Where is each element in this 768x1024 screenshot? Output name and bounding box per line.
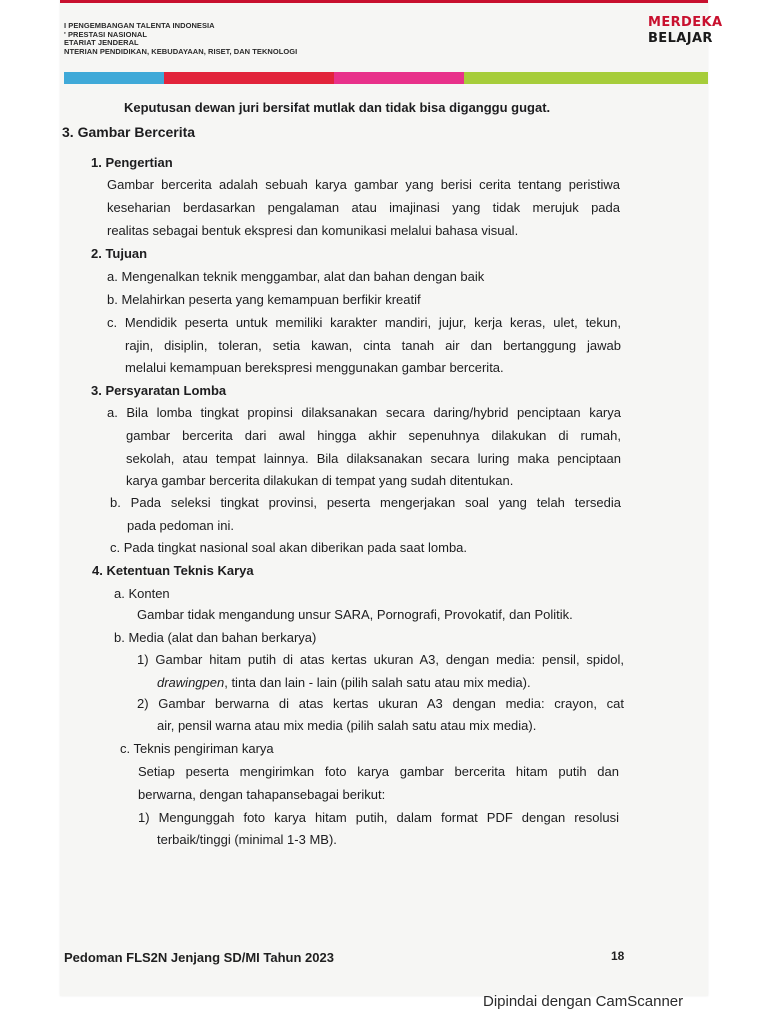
- logo-line1: MERDEKA: [648, 15, 723, 30]
- list-item-continuation: gambar bercerita dari awal hingga akhir sepenuhnya dilakukan di rumah,: [126, 428, 621, 443]
- list-item-continuation: karya gambar bercerita dilakukan di tempat yang sudah ditentukan.: [126, 473, 514, 488]
- paragraph-line: Gambar bercerita adalah sebuah karya gambar yang berisi cerita tentang peristiwa: [107, 177, 620, 192]
- numbered-item: 1) Gambar hitam putih di atas kertas ukuran A3, dengan media: pensil, spidol,: [137, 652, 624, 667]
- page-number: 18: [611, 949, 625, 963]
- section-title: 3. Gambar Bercerita: [62, 124, 196, 140]
- numbered-item-continuation: terbaik/tinggi (minimal 1-3 MB).: [157, 832, 337, 847]
- list-item-continuation: rajin, disiplin, toleran, setia kawan, cinta tanah air dan bertanggung jawab: [125, 338, 621, 353]
- text-run: , tinta dan lain - lain (pilih salah satu atau mix media).: [224, 675, 531, 690]
- org-line: ' PRESTASI NASIONAL: [64, 29, 148, 39]
- paragraph-line: keseharian berdasarkan pengalaman atau imajinasi yang tidak merujuk pada: [107, 200, 620, 215]
- sub-item-title: b. Media (alat dan bahan berkarya): [114, 630, 317, 645]
- camscanner-watermark: Dipindai dengan CamScanner: [483, 993, 684, 1010]
- sub-item-title: a. Konten: [114, 586, 170, 601]
- org-line: NTERIAN PENDIDIKAN, KEBUDAYAAN, RISET, DAN TEKNOLOGI: [64, 46, 298, 56]
- numbered-item: 1) Mengunggah foto karya hitam putih, dalam format PDF dengan resolusi: [138, 810, 619, 825]
- org-line: ETARIAT JENDERAL: [64, 38, 139, 48]
- footer-title: Pedoman FLS2N Jenjang SD/MI Tahun 2023: [64, 950, 334, 965]
- list-item: b. Pada seleksi tingkat provinsi, peserta mengerjakan soal yang telah tersedia: [110, 495, 621, 510]
- paragraph-line: berwarna, dengan tahapansebagai berikut:: [138, 787, 386, 802]
- sub-item-title: c. Teknis pengiriman karya: [120, 741, 274, 756]
- subsection-title: 1. Pengertian: [91, 155, 173, 170]
- subsection-title: 2. Tujuan: [91, 246, 148, 261]
- italic-term: drawingpen: [157, 675, 225, 690]
- org-line: I PENGEMBANGAN TALENTA INDONESIA: [64, 21, 215, 30]
- list-item-continuation: pada pedoman ini.: [127, 518, 234, 533]
- numbered-item: 2) Gambar berwarna di atas kertas ukuran A3 dengan media: crayon, cat: [137, 696, 624, 711]
- list-item-continuation: melalui kemampuan berekspresi menggunakan gambar bercerita.: [125, 360, 504, 375]
- list-item-continuation: sekolah, atau tempat lainnya. Bila dilaksanakan secara luring maka penciptaan: [126, 451, 621, 466]
- list-item: c. Mendidik peserta untuk memiliki karakter mandiri, jujur, kerja keras, ulet, tekun,: [107, 315, 621, 330]
- verdict-statement: Keputusan dewan juri bersifat mutlak dan tidak bisa diganggu gugat.: [124, 100, 551, 115]
- list-item: a. Bila lomba tingkat propinsi dilaksanakan secara daring/hybrid penciptaan karya: [107, 405, 621, 420]
- list-item: b. Melahirkan peserta yang kemampuan berfikir kreatif: [107, 292, 421, 307]
- numbered-item-continuation: air, pensil warna atau mix media (pilih salah satu atau mix media).: [157, 718, 537, 733]
- list-item: c. Pada tingkat nasional soal akan diberikan pada saat lomba.: [110, 540, 468, 555]
- numbered-item-continuation: [157, 675, 531, 691]
- subsection-title: 4. Ketentuan Teknis Karya: [92, 563, 254, 578]
- paragraph-line: realitas sebagai bentuk ekspresi dan komunikasi melalui bahasa visual.: [107, 223, 519, 238]
- subsection-title: 3. Persyaratan Lomba: [91, 383, 227, 398]
- list-item: a. Mengenalkan teknik menggambar, alat dan bahan dengan baik: [107, 269, 485, 284]
- paragraph-line: Gambar tidak mengandung unsur SARA, Pornografi, Provokatif, dan Politik.: [137, 607, 573, 622]
- logo-line2: BELAJAR: [648, 31, 713, 46]
- paragraph-line: Setiap peserta mengirimkan foto karya gambar bercerita hitam putih dan: [138, 764, 619, 779]
